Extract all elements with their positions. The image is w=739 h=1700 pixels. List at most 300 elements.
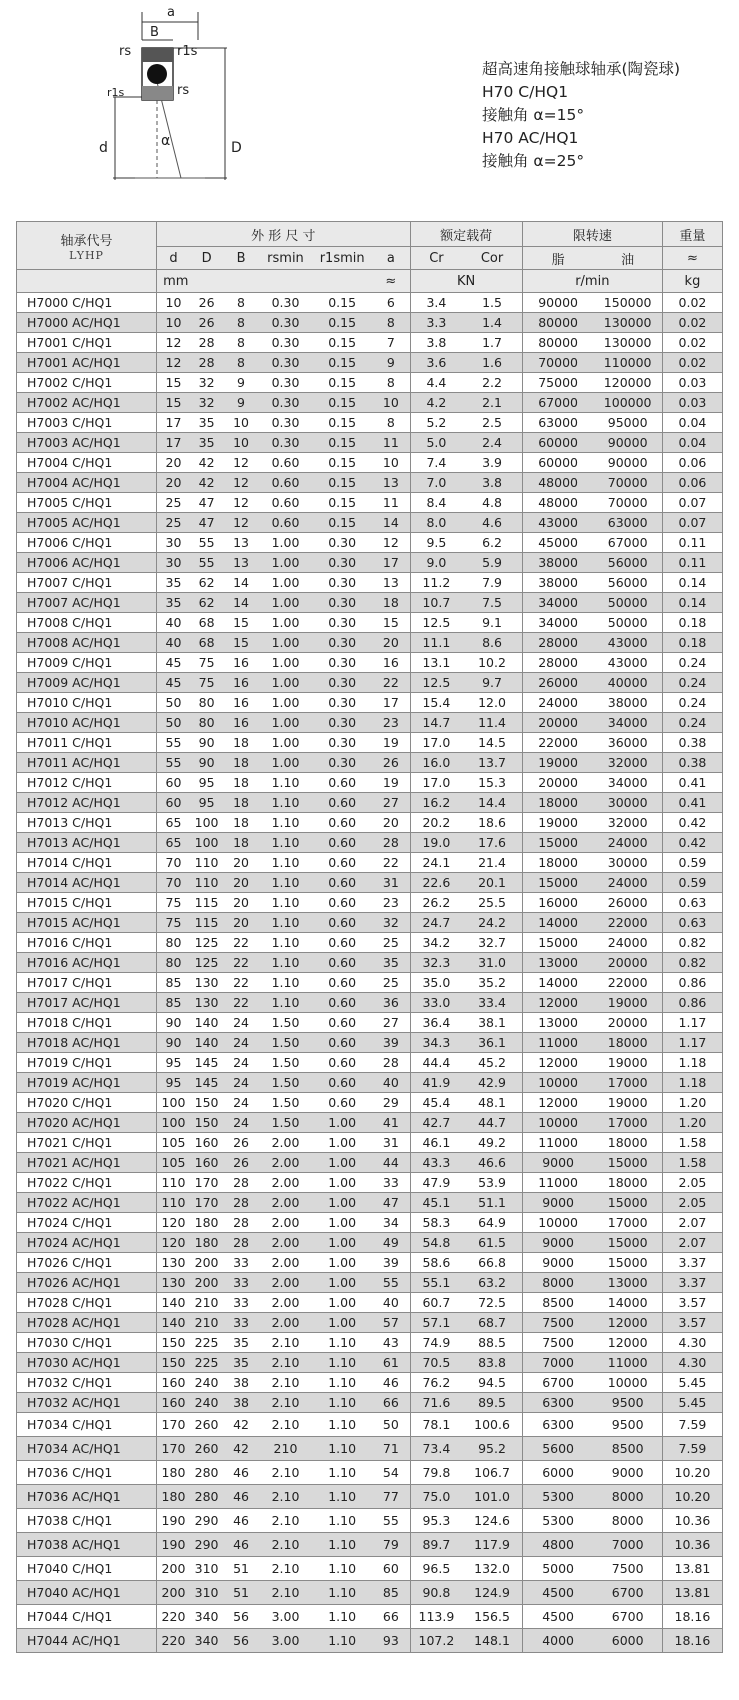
cell-cor: 94.5 <box>462 1373 522 1393</box>
cell-B: 16 <box>223 713 259 733</box>
cell-grease-speed: 90000 <box>522 293 593 313</box>
cell-oil-speed: 32000 <box>593 813 662 833</box>
cell-weight: 0.86 <box>662 973 722 993</box>
cell-cor: 2.4 <box>462 433 522 453</box>
cell-d: 190 <box>157 1509 190 1533</box>
cell-cor: 4.8 <box>462 493 522 513</box>
cell-rsmin: 1.10 <box>259 973 312 993</box>
cell-D: 160 <box>190 1133 223 1153</box>
cell-oil-speed: 13000 <box>593 1273 662 1293</box>
table-row <box>17 1153 723 1173</box>
cell-rsmin: 2.10 <box>259 1413 312 1437</box>
cell-model: H7036 AC/HQ1 <box>17 1485 157 1509</box>
table-row <box>17 1393 723 1413</box>
table-row <box>17 1605 723 1629</box>
cell-d: 100 <box>157 1113 190 1133</box>
inner-ring <box>142 86 173 100</box>
table-row <box>17 493 723 513</box>
cell-model: H7011 AC/HQ1 <box>17 753 157 773</box>
cell-weight: 1.58 <box>662 1153 722 1173</box>
cell-D: 145 <box>190 1073 223 1093</box>
cell-D: 225 <box>190 1353 223 1373</box>
cell-oil-speed: 34000 <box>593 773 662 793</box>
table-row <box>17 1485 723 1509</box>
cell-d: 160 <box>157 1373 190 1393</box>
cell-D: 280 <box>190 1485 223 1509</box>
cell-model: H7001 AC/HQ1 <box>17 353 157 373</box>
cell-r1smin: 1.00 <box>312 1113 372 1133</box>
cell-cr: 90.8 <box>410 1581 462 1605</box>
col-grease: 脂 <box>522 247 593 270</box>
cell-D: 42 <box>190 473 223 493</box>
cell-grease-speed: 9000 <box>522 1153 593 1173</box>
cell-B: 15 <box>223 613 259 633</box>
cell-cor: 48.1 <box>462 1093 522 1113</box>
cell-grease-speed: 6300 <box>522 1413 593 1437</box>
table-row <box>17 1233 723 1253</box>
spec-table <box>16 221 723 1653</box>
cell-D: 26 <box>190 313 223 333</box>
cell-cr: 11.1 <box>410 633 462 653</box>
cell-d: 105 <box>157 1133 190 1153</box>
table-row <box>17 733 723 753</box>
cell-weight: 1.20 <box>662 1093 722 1113</box>
cell-oil-speed: 70000 <box>593 473 662 493</box>
cell-cor: 17.6 <box>462 833 522 853</box>
cell-cor: 15.3 <box>462 773 522 793</box>
cell-oil-speed: 19000 <box>593 1053 662 1073</box>
cell-r1smin: 1.10 <box>312 1557 372 1581</box>
cell-d: 80 <box>157 933 190 953</box>
cell-weight: 0.24 <box>662 653 722 673</box>
cell-weight: 0.24 <box>662 713 722 733</box>
cell-weight: 10.36 <box>662 1533 722 1557</box>
cell-grease-speed: 34000 <box>522 593 593 613</box>
cell-cor: 32.7 <box>462 933 522 953</box>
cell-B: 10 <box>223 433 259 453</box>
cell-a: 25 <box>372 973 410 993</box>
cell-B: 35 <box>223 1353 259 1373</box>
series-ac: H70 AC/HQ1 <box>482 129 579 147</box>
cell-B: 20 <box>223 913 259 933</box>
cell-r1smin: 0.15 <box>312 353 372 373</box>
cell-model: H7016 C/HQ1 <box>17 933 157 953</box>
cell-d: 130 <box>157 1253 190 1273</box>
cell-model: H7009 C/HQ1 <box>17 653 157 673</box>
cell-cr: 13.1 <box>410 653 462 673</box>
cell-model: H7036 C/HQ1 <box>17 1461 157 1485</box>
cell-cr: 20.2 <box>410 813 462 833</box>
cell-cor: 1.5 <box>462 293 522 313</box>
cell-d: 90 <box>157 1013 190 1033</box>
cell-rsmin: 1.10 <box>259 813 312 833</box>
cell-oil-speed: 130000 <box>593 313 662 333</box>
cell-grease-speed: 20000 <box>522 773 593 793</box>
cell-weight: 0.24 <box>662 673 722 693</box>
cell-d: 85 <box>157 973 190 993</box>
cell-model: H7004 C/HQ1 <box>17 453 157 473</box>
cell-B: 16 <box>223 693 259 713</box>
cell-rsmin: 2.00 <box>259 1153 312 1173</box>
cell-r1smin: 0.60 <box>312 893 372 913</box>
cell-B: 38 <box>223 1393 259 1413</box>
cell-B: 12 <box>223 473 259 493</box>
cell-model: H7026 C/HQ1 <box>17 1253 157 1273</box>
table-row <box>17 653 723 673</box>
table-row <box>17 993 723 1013</box>
cell-oil-speed: 9500 <box>593 1393 662 1413</box>
cell-cr: 24.7 <box>410 913 462 933</box>
cell-cr: 34.3 <box>410 1033 462 1053</box>
cell-model: H7030 C/HQ1 <box>17 1333 157 1353</box>
cell-r1smin: 0.30 <box>312 653 372 673</box>
cell-r1smin: 0.30 <box>312 713 372 733</box>
cell-oil-speed: 43000 <box>593 653 662 673</box>
cell-rsmin: 0.60 <box>259 513 312 533</box>
cell-oil-speed: 15000 <box>593 1153 662 1173</box>
cell-cr: 107.2 <box>410 1629 462 1653</box>
cell-B: 46 <box>223 1485 259 1509</box>
cell-cor: 20.1 <box>462 873 522 893</box>
cell-rsmin: 2.00 <box>259 1213 312 1233</box>
cell-oil-speed: 19000 <box>593 993 662 1013</box>
cell-a: 8 <box>372 313 410 333</box>
cell-grease-speed: 28000 <box>522 653 593 673</box>
cell-B: 46 <box>223 1461 259 1485</box>
cell-cor: 106.7 <box>462 1461 522 1485</box>
cell-r1smin: 1.00 <box>312 1153 372 1173</box>
cell-rsmin: 1.00 <box>259 713 312 733</box>
cell-cor: 156.5 <box>462 1605 522 1629</box>
cell-a: 60 <box>372 1557 410 1581</box>
cell-weight: 10.20 <box>662 1485 722 1509</box>
cell-model: H7034 AC/HQ1 <box>17 1437 157 1461</box>
cell-cr: 9.5 <box>410 533 462 553</box>
cell-d: 180 <box>157 1461 190 1485</box>
cell-r1smin: 1.00 <box>312 1133 372 1153</box>
cell-a: 17 <box>372 693 410 713</box>
cell-model: H7028 AC/HQ1 <box>17 1313 157 1333</box>
unit-mm: mm <box>157 270 373 293</box>
cell-model: H7022 C/HQ1 <box>17 1173 157 1193</box>
cell-cr: 33.0 <box>410 993 462 1013</box>
cell-cr: 79.8 <box>410 1461 462 1485</box>
cell-D: 47 <box>190 493 223 513</box>
cell-d: 200 <box>157 1581 190 1605</box>
cell-rsmin: 2.00 <box>259 1133 312 1153</box>
cell-model: H7015 C/HQ1 <box>17 893 157 913</box>
cell-D: 95 <box>190 773 223 793</box>
cell-grease-speed: 5300 <box>522 1485 593 1509</box>
cell-r1smin: 0.60 <box>312 953 372 973</box>
cell-cr: 75.0 <box>410 1485 462 1509</box>
cell-model: H7028 C/HQ1 <box>17 1293 157 1313</box>
cell-a: 77 <box>372 1485 410 1509</box>
cell-model: H7003 C/HQ1 <box>17 413 157 433</box>
cell-B: 38 <box>223 1373 259 1393</box>
cell-cor: 132.0 <box>462 1557 522 1581</box>
cell-a: 7 <box>372 333 410 353</box>
cell-d: 95 <box>157 1053 190 1073</box>
cell-weight: 18.16 <box>662 1605 722 1629</box>
table-row <box>17 673 723 693</box>
cell-oil-speed: 14000 <box>593 1293 662 1313</box>
cell-cr: 47.9 <box>410 1173 462 1193</box>
cell-B: 24 <box>223 1113 259 1133</box>
cell-r1smin: 1.00 <box>312 1213 372 1233</box>
cell-cor: 9.1 <box>462 613 522 633</box>
cell-D: 35 <box>190 433 223 453</box>
cell-cr: 16.2 <box>410 793 462 813</box>
header-load: 额定载荷 <box>410 222 522 247</box>
cell-cor: 100.6 <box>462 1413 522 1437</box>
cell-cr: 14.7 <box>410 713 462 733</box>
cell-cr: 7.4 <box>410 453 462 473</box>
cell-oil-speed: 17000 <box>593 1213 662 1233</box>
cell-cor: 13.7 <box>462 753 522 773</box>
cell-B: 24 <box>223 1013 259 1033</box>
cell-r1smin: 1.10 <box>312 1373 372 1393</box>
header-weight: 重量 <box>662 222 722 247</box>
cell-B: 12 <box>223 453 259 473</box>
cell-rsmin: 1.10 <box>259 953 312 973</box>
cell-D: 32 <box>190 373 223 393</box>
cell-oil-speed: 56000 <box>593 553 662 573</box>
cell-d: 25 <box>157 513 190 533</box>
table-row <box>17 713 723 733</box>
table-row <box>17 393 723 413</box>
cell-B: 20 <box>223 893 259 913</box>
cell-cr: 8.4 <box>410 493 462 513</box>
cell-model: H7044 AC/HQ1 <box>17 1629 157 1653</box>
cell-model: H7000 AC/HQ1 <box>17 313 157 333</box>
cell-grease-speed: 18000 <box>522 853 593 873</box>
cell-rsmin: 1.00 <box>259 553 312 573</box>
cell-d: 70 <box>157 873 190 893</box>
cell-cr: 10.7 <box>410 593 462 613</box>
cell-a: 19 <box>372 773 410 793</box>
cell-weight: 0.18 <box>662 633 722 653</box>
cell-r1smin: 1.10 <box>312 1485 372 1509</box>
cell-weight: 0.82 <box>662 933 722 953</box>
cell-rsmin: 210 <box>259 1437 312 1461</box>
cell-B: 51 <box>223 1581 259 1605</box>
cell-cor: 12.0 <box>462 693 522 713</box>
cell-B: 18 <box>223 753 259 773</box>
cell-a: 32 <box>372 913 410 933</box>
cell-rsmin: 1.00 <box>259 733 312 753</box>
cell-weight: 1.58 <box>662 1133 722 1153</box>
cell-weight: 0.06 <box>662 473 722 493</box>
cell-oil-speed: 22000 <box>593 913 662 933</box>
cell-r1smin: 1.10 <box>312 1461 372 1485</box>
cell-oil-speed: 6700 <box>593 1605 662 1629</box>
cell-D: 80 <box>190 693 223 713</box>
cell-cr: 60.7 <box>410 1293 462 1313</box>
table-row <box>17 473 723 493</box>
cell-r1smin: 0.15 <box>312 493 372 513</box>
cell-model: H7008 C/HQ1 <box>17 613 157 633</box>
cell-d: 12 <box>157 333 190 353</box>
cell-rsmin: 0.30 <box>259 413 312 433</box>
cell-weight: 0.18 <box>662 613 722 633</box>
unit-kn: KN <box>410 270 522 293</box>
cell-r1smin: 0.60 <box>312 773 372 793</box>
table-row <box>17 1581 723 1605</box>
cell-d: 120 <box>157 1233 190 1253</box>
cell-grease-speed: 6300 <box>522 1393 593 1413</box>
cell-oil-speed: 18000 <box>593 1133 662 1153</box>
cell-weight: 0.14 <box>662 593 722 613</box>
cell-a: 27 <box>372 793 410 813</box>
cell-weight: 0.03 <box>662 373 722 393</box>
cell-a: 6 <box>372 293 410 313</box>
cell-B: 22 <box>223 993 259 1013</box>
table-row <box>17 1273 723 1293</box>
cell-rsmin: 1.50 <box>259 1113 312 1133</box>
cell-oil-speed: 18000 <box>593 1033 662 1053</box>
ceramic-ball <box>147 64 167 84</box>
cell-weight: 7.59 <box>662 1413 722 1437</box>
cell-cr: 73.4 <box>410 1437 462 1461</box>
cell-oil-speed: 56000 <box>593 573 662 593</box>
cell-grease-speed: 4800 <box>522 1533 593 1557</box>
col-D: D <box>190 247 223 270</box>
cell-D: 110 <box>190 873 223 893</box>
cell-B: 24 <box>223 1073 259 1093</box>
cell-cr: 35.0 <box>410 973 462 993</box>
cell-cr: 19.0 <box>410 833 462 853</box>
cell-weight: 0.63 <box>662 893 722 913</box>
cell-oil-speed: 30000 <box>593 793 662 813</box>
cell-a: 47 <box>372 1193 410 1213</box>
cell-model: H7021 C/HQ1 <box>17 1133 157 1153</box>
cell-a: 93 <box>372 1629 410 1653</box>
cell-weight: 5.45 <box>662 1373 722 1393</box>
cell-D: 225 <box>190 1333 223 1353</box>
cell-cr: 95.3 <box>410 1509 462 1533</box>
cell-D: 68 <box>190 633 223 653</box>
cell-rsmin: 1.00 <box>259 593 312 613</box>
cell-weight: 0.82 <box>662 953 722 973</box>
cell-r1smin: 0.30 <box>312 573 372 593</box>
cell-r1smin: 1.00 <box>312 1253 372 1273</box>
cell-grease-speed: 13000 <box>522 1013 593 1033</box>
cell-r1smin: 0.15 <box>312 413 372 433</box>
cell-cor: 124.6 <box>462 1509 522 1533</box>
cell-D: 240 <box>190 1373 223 1393</box>
cell-B: 22 <box>223 973 259 993</box>
cell-weight: 4.30 <box>662 1353 722 1373</box>
cell-oil-speed: 8000 <box>593 1509 662 1533</box>
cell-oil-speed: 50000 <box>593 613 662 633</box>
cell-B: 24 <box>223 1033 259 1053</box>
cell-rsmin: 0.30 <box>259 313 312 333</box>
cell-cor: 53.9 <box>462 1173 522 1193</box>
cell-D: 75 <box>190 653 223 673</box>
cell-cr: 26.2 <box>410 893 462 913</box>
cell-D: 62 <box>190 593 223 613</box>
cell-a: 41 <box>372 1113 410 1133</box>
cell-rsmin: 1.00 <box>259 573 312 593</box>
label-a: a <box>167 5 175 20</box>
cell-model: H7024 AC/HQ1 <box>17 1233 157 1253</box>
table-row <box>17 1333 723 1353</box>
cell-oil-speed: 8500 <box>593 1437 662 1461</box>
cell-cor: 51.1 <box>462 1193 522 1213</box>
col-oil: 油 <box>593 247 662 270</box>
cell-a: 55 <box>372 1273 410 1293</box>
cell-oil-speed: 30000 <box>593 853 662 873</box>
cell-grease-speed: 5000 <box>522 1557 593 1581</box>
cell-a: 18 <box>372 593 410 613</box>
cell-grease-speed: 9000 <box>522 1233 593 1253</box>
cell-B: 42 <box>223 1437 259 1461</box>
cell-D: 140 <box>190 1033 223 1053</box>
cell-oil-speed: 70000 <box>593 493 662 513</box>
cell-cr: 7.0 <box>410 473 462 493</box>
cell-B: 16 <box>223 673 259 693</box>
cell-oil-speed: 18000 <box>593 1173 662 1193</box>
cell-r1smin: 1.10 <box>312 1437 372 1461</box>
cell-oil-speed: 110000 <box>593 353 662 373</box>
cell-B: 35 <box>223 1333 259 1353</box>
cell-a: 29 <box>372 1093 410 1113</box>
spec-table-body <box>17 293 723 1653</box>
table-row <box>17 553 723 573</box>
cell-grease-speed: 14000 <box>522 973 593 993</box>
cell-rsmin: 0.60 <box>259 473 312 493</box>
cell-d: 110 <box>157 1173 190 1193</box>
cell-cr: 45.1 <box>410 1193 462 1213</box>
cell-rsmin: 2.10 <box>259 1581 312 1605</box>
cell-a: 19 <box>372 733 410 753</box>
cell-d: 90 <box>157 1033 190 1053</box>
table-row <box>17 1533 723 1557</box>
cell-weight: 0.03 <box>662 393 722 413</box>
cell-model: H7032 C/HQ1 <box>17 1373 157 1393</box>
cell-cr: 74.9 <box>410 1333 462 1353</box>
cell-oil-speed: 26000 <box>593 893 662 913</box>
cell-D: 115 <box>190 893 223 913</box>
cell-d: 65 <box>157 833 190 853</box>
cell-a: 28 <box>372 833 410 853</box>
cell-d: 160 <box>157 1393 190 1413</box>
cell-oil-speed: 24000 <box>593 833 662 853</box>
cell-model: H7007 AC/HQ1 <box>17 593 157 613</box>
cell-r1smin: 1.10 <box>312 1353 372 1373</box>
cell-oil-speed: 34000 <box>593 713 662 733</box>
cell-grease-speed: 11000 <box>522 1033 593 1053</box>
cell-weight: 0.06 <box>662 453 722 473</box>
cell-weight: 18.16 <box>662 1629 722 1653</box>
cell-r1smin: 0.15 <box>312 473 372 493</box>
cell-cor: 64.9 <box>462 1213 522 1233</box>
cell-r1smin: 0.60 <box>312 1073 372 1093</box>
table-row <box>17 293 723 313</box>
cell-model: H7019 AC/HQ1 <box>17 1073 157 1093</box>
cell-d: 60 <box>157 773 190 793</box>
cell-r1smin: 0.30 <box>312 533 372 553</box>
cell-oil-speed: 24000 <box>593 933 662 953</box>
cell-B: 8 <box>223 333 259 353</box>
cell-cor: 7.5 <box>462 593 522 613</box>
cell-a: 8 <box>372 413 410 433</box>
cell-D: 125 <box>190 933 223 953</box>
cell-weight: 0.02 <box>662 333 722 353</box>
cell-cr: 36.4 <box>410 1013 462 1033</box>
cell-weight: 3.37 <box>662 1273 722 1293</box>
